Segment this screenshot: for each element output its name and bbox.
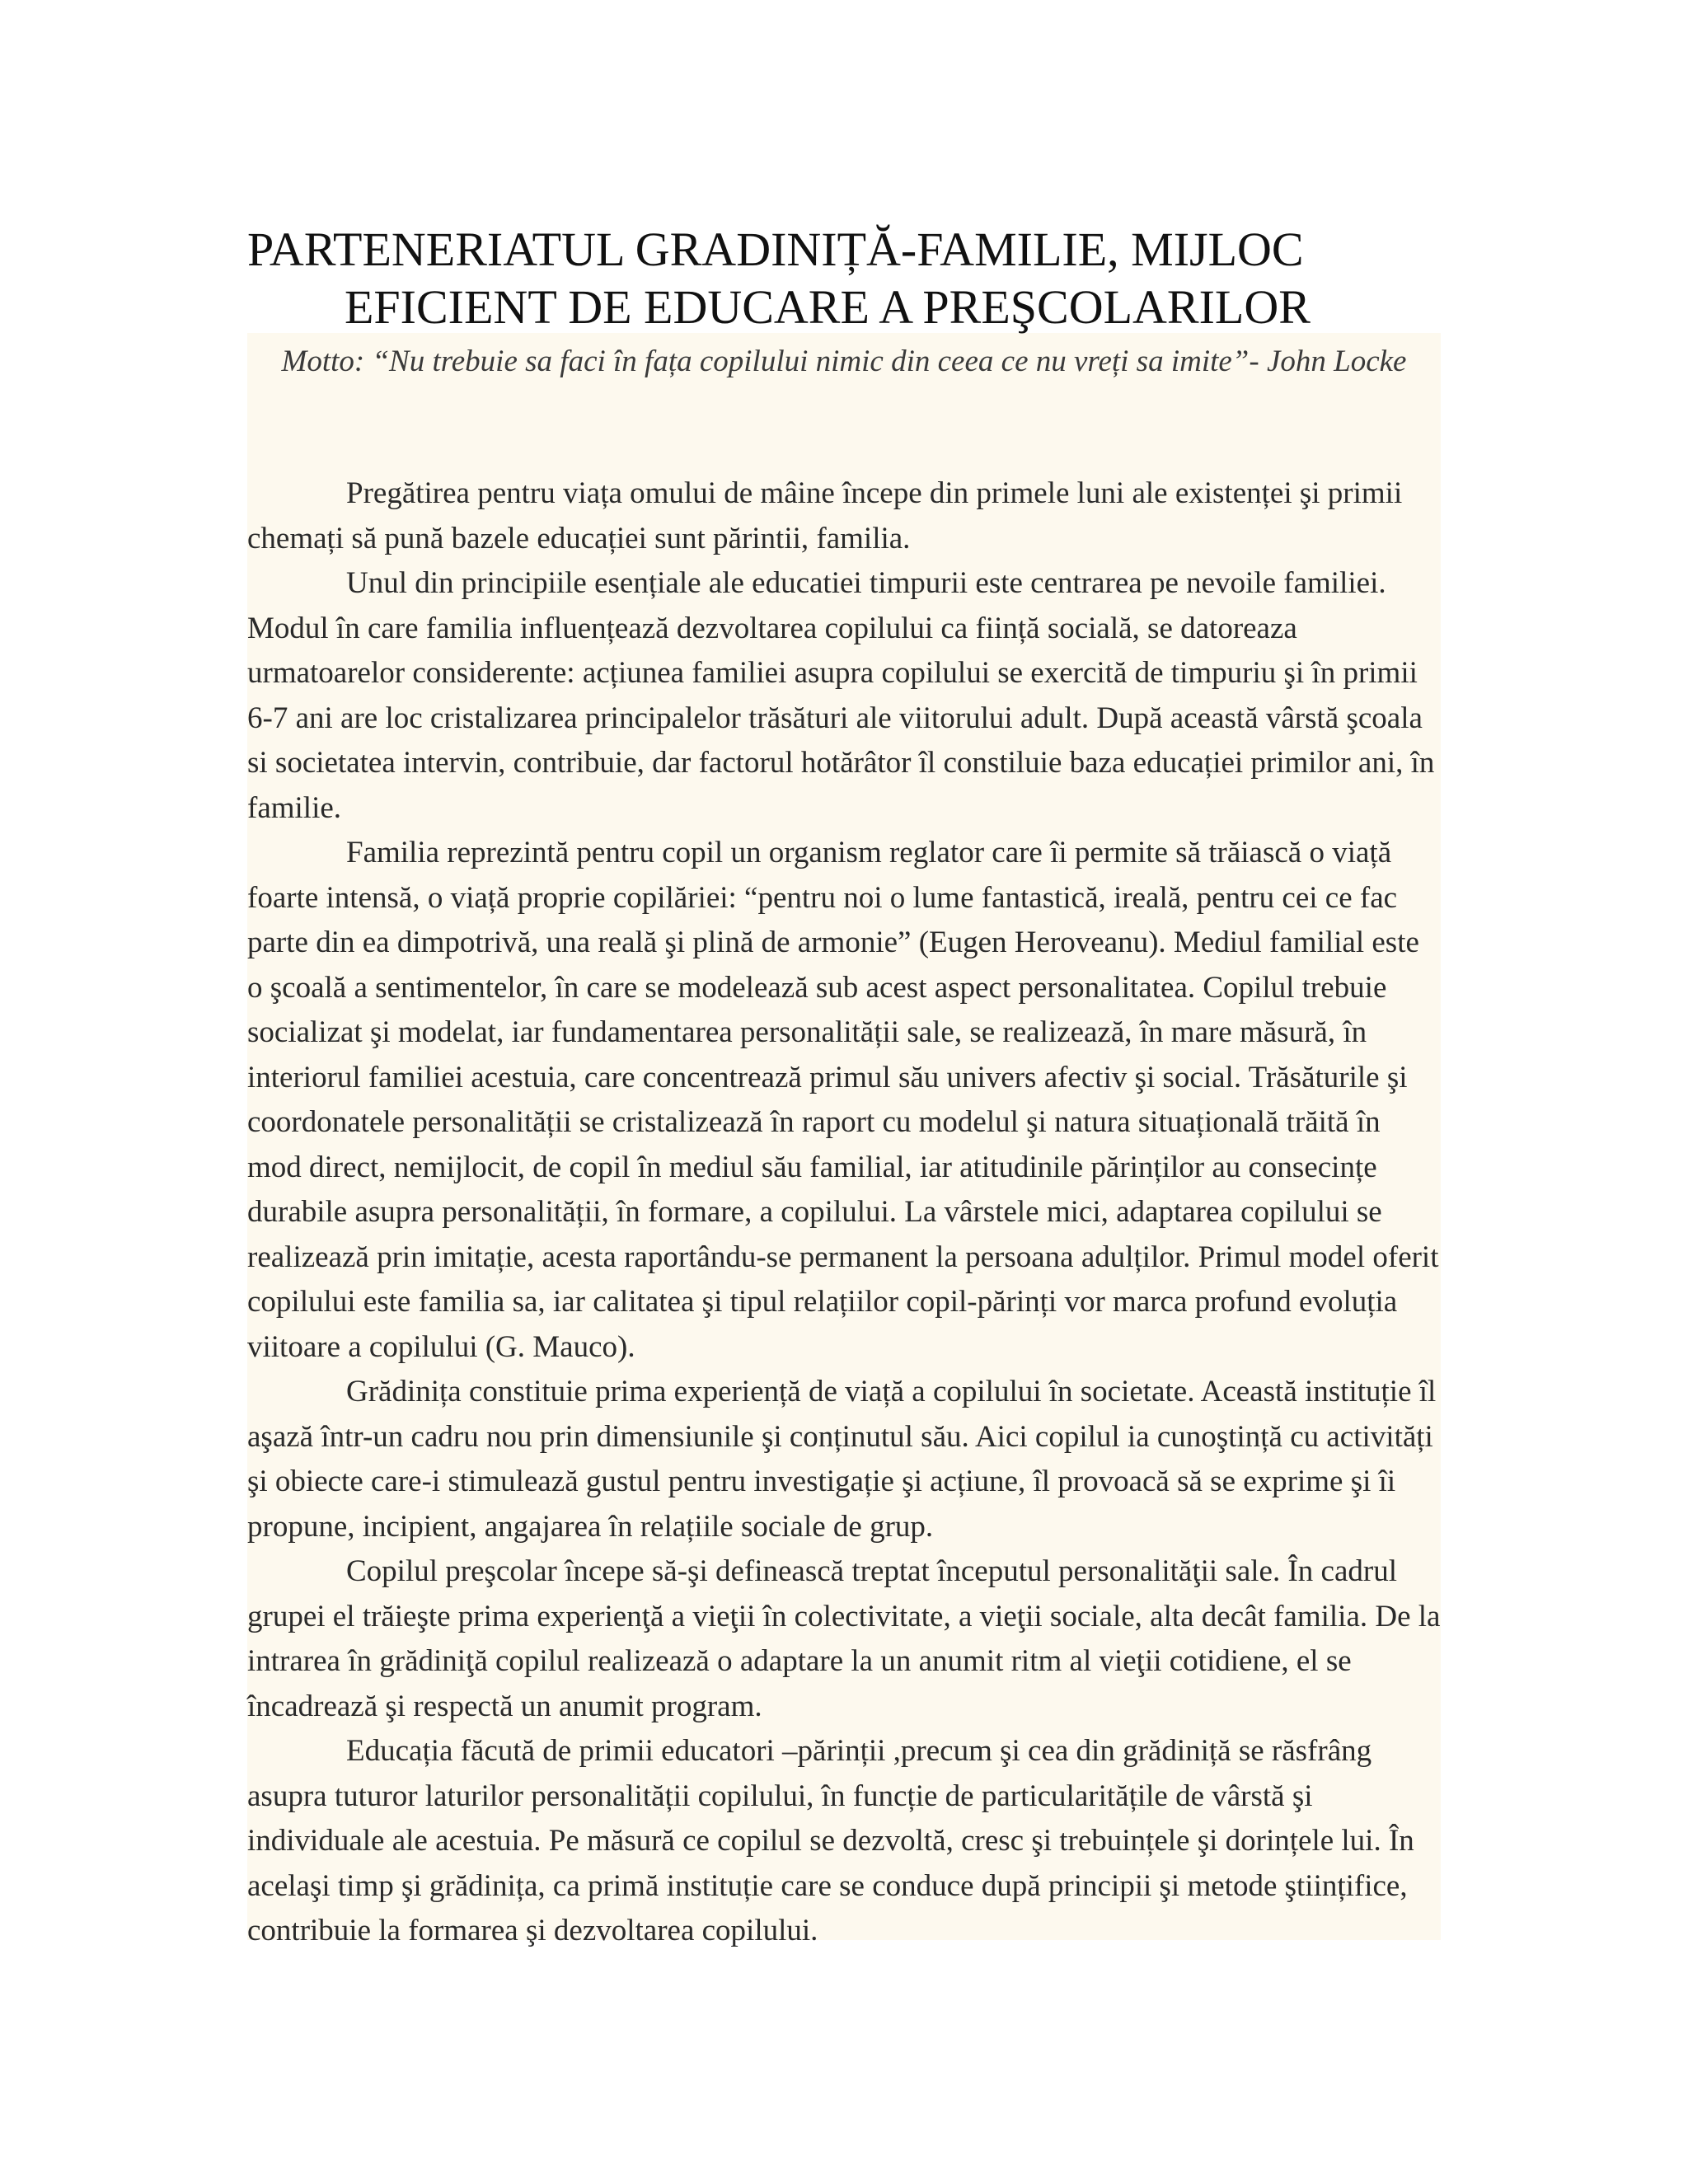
paragraph-3: Familia reprezintă pentru copil un organism reglator care îi permite să trăiască o viață foarte intensă, o viață proprie copilăriei: “pentru noi o lume fantastică, ireală, pentru cei ce fac parte din ea dimpotrivă, una reală şi plină de armonie” (Eugen Heroveanu). Mediul familial este o şcoală a sentimentelor, în care se modelează sub acest aspect personalitatea. Copilul trebuie socializat şi modelat, iar fundamentarea personalității sale, se realizează, în mare măsură, în interiorul familiei acestuia, care concentrează primul său univers afectiv şi social. Trăsăturile şi coordonatele personalității se cristalizează în raport cu modelul şi natura situațională trăită în mod direct, nemijlocit, de copil în mediul său familial, iar atitudinile părinților au consecințe durabile asupra personalității, în formare, a copilului. La vârstele mici, adaptarea copilului se realizează prin imitație, acesta raportându-se permanent la persoana adulților. Primul model oferit copilului este familia sa, iar calitatea şi tipul relațiilor copil-părinți vor marca profund evoluția viitoare a copilului (G. Mauco). <box>247 836 1439 1364</box>
title-line-2: EFICIENT DE EDUCARE A PREŞCOLARILOR <box>345 280 1311 334</box>
document-title <box>247 221 1451 336</box>
paragraph-2: Unul din principiile esențiale ale educatiei timpurii este centrarea pe nevoile familiei. Modul în care familia influențează dezvoltarea copilului ca ființă socială, se datoreaza urmatoarelor considerente: acțiunea familiei asupra copilului se exercită de timpuriu şi în primii 6-7 ani are loc cristalizarea principalelor trăsături ale viitorului adult. După această vârstă şcoala si societatea intervin, contribuie, dar factorul hotărâtor îl constiluie baza educației primilor ani, în familie. <box>247 566 1435 825</box>
paragraph-6: Educația făcută de primii educatori –părinții ,precum şi cea din grădiniță se răsfrâng asupra tuturor laturilor personalității copilului, în funcție de particularitățile de vârstă şi individuale ale acestuia. Pe măsură ce copilul se dezvoltă, cresc şi trebuințele şi dorințele lui. În acelaşi timp şi grădinița, ca primă instituție care se conduce după principii şi metode ştiințifice, contribuie la formarea şi dezvoltarea copilului. <box>247 1734 1414 1947</box>
paragraph-1: Pregătirea pentru viața omului de mâine începe din primele luni ale existenței şi primii chemați să pună bazele educației sunt părintii, familia. <box>247 476 1403 555</box>
paragraph-5: Copilul preşcolar începe să-şi definească treptat începutul personalităţii sale. În cadrul grupei el trăieşte prima experienţă a vieţii în colectivitate, a vieţii sociale, alta decât familia. De la intrarea în grădiniţă copilul realizează o adaptare la un anumit ritm al vieţii cotidiene, el se încadrează şi respectă un anumit program. <box>247 1554 1441 1723</box>
document-body <box>247 471 1441 1954</box>
motto: Motto: “Nu trebuie sa faci în fața copilului nimic din ceea ce nu vreți sa imite”- John Locke <box>281 344 1407 378</box>
title-line-1: PARTENERIATUL GRADINIȚĂ-FAMILIE, MIJLOC <box>247 223 1304 276</box>
paragraph-4: Grădinița constituie prima experiență de viață a copilului în societate. Această instituție îl aşază într-un cadru nou prin dimensiunile şi conținutul său. Aici copilul ia cunoştință cu activități şi obiecte care-i stimulează gustul pentru investigație şi acțiune, îl provoacă să se exprime şi îi propune, incipient, angajarea în relațiile sociale de grup. <box>247 1375 1437 1544</box>
